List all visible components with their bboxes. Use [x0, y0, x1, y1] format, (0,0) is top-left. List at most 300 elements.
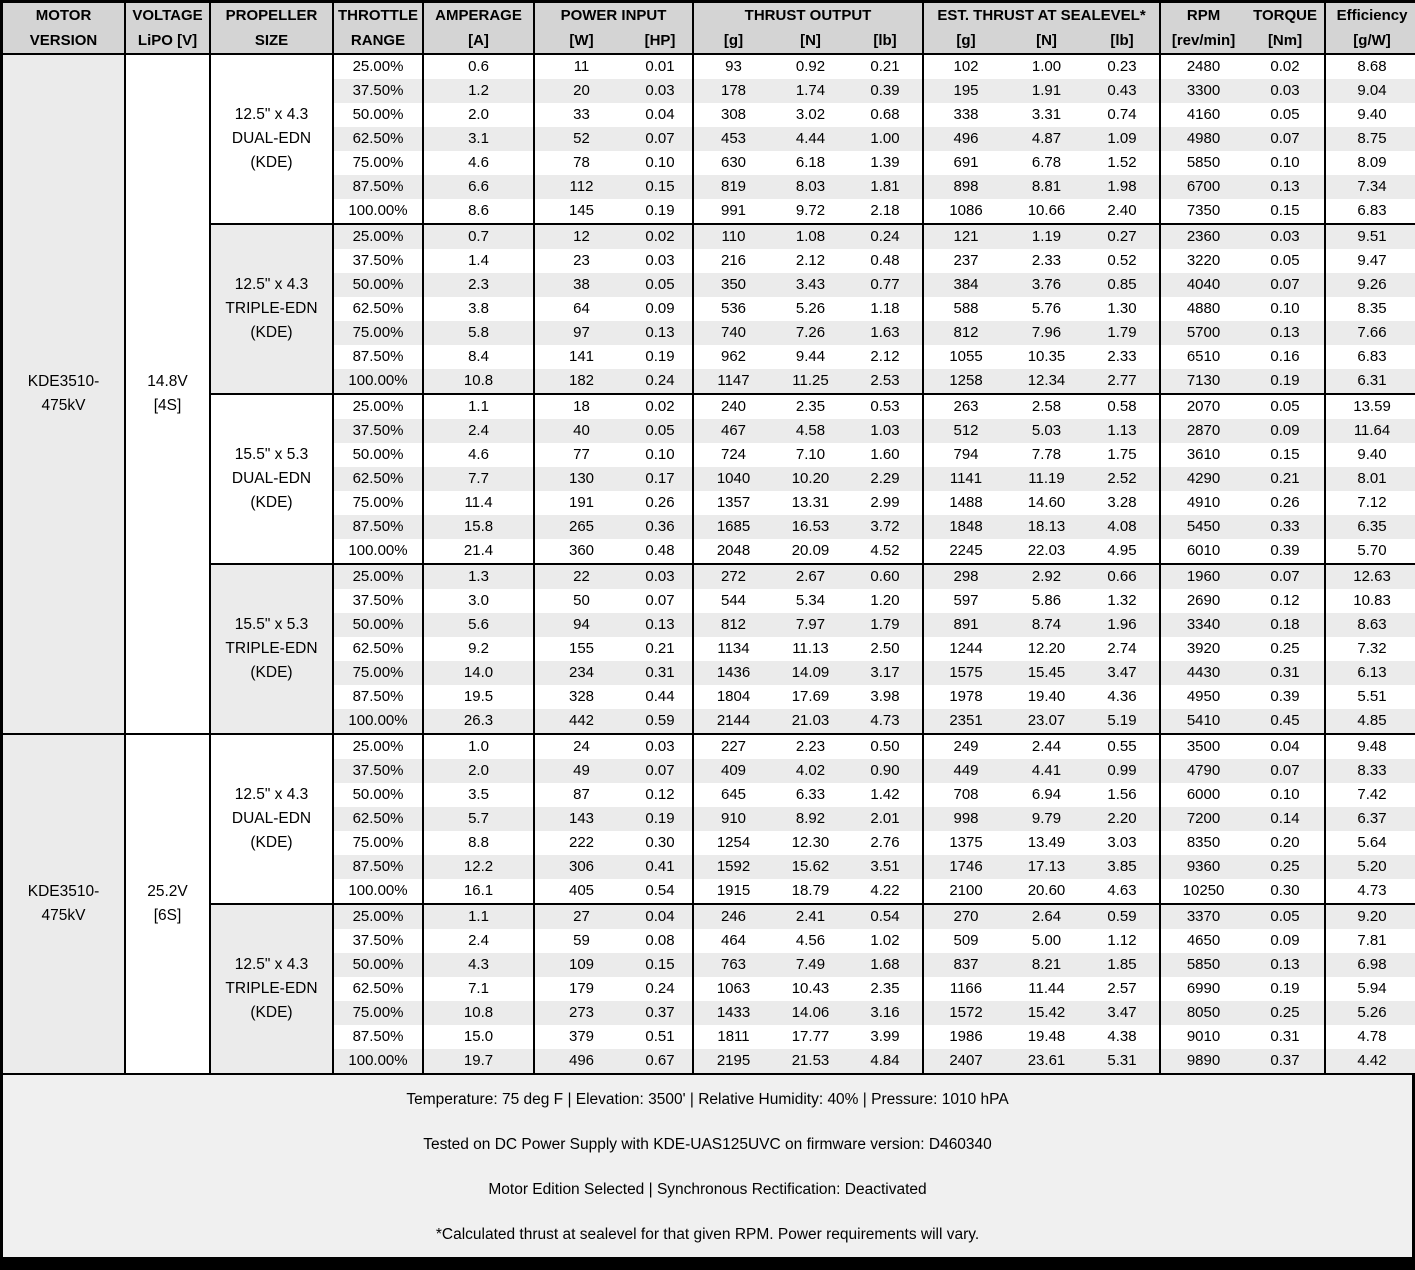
- propeller-cell: [210, 394, 333, 564]
- cell-sealevel-lb: 0.59: [1085, 904, 1160, 929]
- motor-version-cell: [3, 734, 125, 1073]
- header-propeller-line2: SIZE: [254, 32, 289, 49]
- cell-power-hp: 0.19: [628, 807, 693, 831]
- cell-amperage: 3.1: [423, 127, 534, 151]
- cell-efficiency: 8.33: [1325, 759, 1415, 783]
- propeller-cell-line: TRIPLE-EDN: [225, 300, 318, 317]
- cell-efficiency: 4.78: [1325, 1025, 1415, 1049]
- cell-efficiency: 8.01: [1325, 467, 1415, 491]
- cell-power-w: 87: [534, 783, 628, 807]
- cell-thrust-g: 819: [693, 175, 773, 199]
- cell-amperage: 21.4: [423, 539, 534, 564]
- cell-rpm: 8050: [1160, 1001, 1246, 1025]
- cell-sealevel-lb: 1.32: [1085, 589, 1160, 613]
- cell-power-hp: 0.41: [628, 855, 693, 879]
- cell-power-hp: 0.17: [628, 467, 693, 491]
- table-row: [3, 224, 1415, 249]
- cell-thrust-n: 6.33: [773, 783, 848, 807]
- cell-torque: 0.10: [1246, 151, 1325, 175]
- cell-amperage: 3.5: [423, 783, 534, 807]
- cell-rpm: 5410: [1160, 709, 1246, 734]
- cell-thrust-n: 4.58: [773, 419, 848, 443]
- cell-rpm: 4160: [1160, 103, 1246, 127]
- cell-sealevel-n: 17.13: [1008, 855, 1085, 879]
- cell-efficiency: 4.85: [1325, 709, 1415, 734]
- cell-efficiency: 5.51: [1325, 685, 1415, 709]
- cell-efficiency: 4.73: [1325, 879, 1415, 904]
- cell-thrust-lb: 0.24: [848, 224, 923, 249]
- cell-torque: 0.15: [1246, 443, 1325, 467]
- cell-throttle: 87.50%: [333, 175, 423, 199]
- cell-efficiency: 5.70: [1325, 539, 1415, 564]
- cell-throttle: 75.00%: [333, 151, 423, 175]
- cell-amperage: 5.7: [423, 807, 534, 831]
- cell-thrust-n: 1.74: [773, 79, 848, 103]
- cell-sealevel-lb: 4.63: [1085, 879, 1160, 904]
- cell-throttle: 50.00%: [333, 613, 423, 637]
- cell-amperage: 11.4: [423, 491, 534, 515]
- performance-table: [3, 3, 1415, 1073]
- cell-power-w: 23: [534, 249, 628, 273]
- cell-efficiency: 5.26: [1325, 1001, 1415, 1025]
- cell-efficiency: 8.35: [1325, 297, 1415, 321]
- cell-rpm: 4950: [1160, 685, 1246, 709]
- cell-power-hp: 0.04: [628, 103, 693, 127]
- propeller-cell-line: 15.5" x 5.3: [234, 446, 309, 463]
- cell-throttle: 25.00%: [333, 564, 423, 589]
- cell-sealevel-g: 1375: [923, 831, 1008, 855]
- header-throttle-line2: RANGE: [350, 32, 406, 49]
- cell-amperage: 9.2: [423, 637, 534, 661]
- cell-thrust-lb: 1.68: [848, 953, 923, 977]
- cell-power-hp: 0.51: [628, 1025, 693, 1049]
- cell-throttle: 87.50%: [333, 855, 423, 879]
- cell-thrust-n: 21.53: [773, 1049, 848, 1073]
- cell-sealevel-g: 691: [923, 151, 1008, 175]
- cell-sealevel-n: 15.45: [1008, 661, 1085, 685]
- cell-efficiency: 5.94: [1325, 977, 1415, 1001]
- cell-thrust-n: 8.92: [773, 807, 848, 831]
- propeller-cell-line: 12.5" x 4.3: [234, 106, 309, 123]
- table-header: [3, 3, 1415, 54]
- cell-rpm: 2690: [1160, 589, 1246, 613]
- cell-power-hp: 0.03: [628, 79, 693, 103]
- cell-amperage: 4.6: [423, 151, 534, 175]
- cell-power-w: 191: [534, 491, 628, 515]
- table-row: [3, 394, 1415, 419]
- cell-power-w: 155: [534, 637, 628, 661]
- cell-power-w: 94: [534, 613, 628, 637]
- cell-thrust-g: 724: [693, 443, 773, 467]
- cell-sealevel-lb: 1.75: [1085, 443, 1160, 467]
- cell-thrust-g: 178: [693, 79, 773, 103]
- cell-power-w: 22: [534, 564, 628, 589]
- cell-sealevel-g: 298: [923, 564, 1008, 589]
- cell-efficiency: 9.40: [1325, 443, 1415, 467]
- cell-sealevel-n: 6.94: [1008, 783, 1085, 807]
- cell-power-w: 145: [534, 199, 628, 224]
- cell-efficiency: 9.40: [1325, 103, 1415, 127]
- cell-power-w: 112: [534, 175, 628, 199]
- cell-power-hp: 0.37: [628, 1001, 693, 1025]
- cell-sealevel-g: 249: [923, 734, 1008, 759]
- cell-sealevel-n: 11.44: [1008, 977, 1085, 1001]
- cell-rpm: 6990: [1160, 977, 1246, 1001]
- cell-thrust-n: 14.06: [773, 1001, 848, 1025]
- header-unit-watts: [W]: [534, 28, 628, 54]
- header-voltage-line1: VOLTAGE: [132, 7, 203, 24]
- cell-efficiency: 6.13: [1325, 661, 1415, 685]
- cell-amperage: 2.3: [423, 273, 534, 297]
- cell-sealevel-lb: 1.98: [1085, 175, 1160, 199]
- cell-sealevel-g: 708: [923, 783, 1008, 807]
- cell-power-w: 273: [534, 1001, 628, 1025]
- cell-throttle: 50.00%: [333, 783, 423, 807]
- propeller-cell-line: (KDE): [250, 1004, 293, 1021]
- cell-power-hp: 0.04: [628, 904, 693, 929]
- motor-version-cell-line: KDE3510-: [27, 883, 100, 900]
- cell-thrust-n: 2.12: [773, 249, 848, 273]
- cell-efficiency: 10.83: [1325, 589, 1415, 613]
- cell-rpm: 3920: [1160, 637, 1246, 661]
- cell-torque: 0.03: [1246, 224, 1325, 249]
- header-torque: [1246, 3, 1325, 54]
- cell-efficiency: 9.51: [1325, 224, 1415, 249]
- cell-efficiency: 4.42: [1325, 1049, 1415, 1073]
- cell-torque: 0.07: [1246, 564, 1325, 589]
- footer-motor-edition: Motor Edition Selected | Synchronous Rectification: Deactivated: [488, 1181, 927, 1198]
- cell-amperage: 2.0: [423, 103, 534, 127]
- cell-throttle: 75.00%: [333, 831, 423, 855]
- cell-thrust-lb: 1.39: [848, 151, 923, 175]
- header-voltage-line2: LiPO [V]: [137, 32, 198, 49]
- cell-sealevel-g: 195: [923, 79, 1008, 103]
- cell-torque: 0.19: [1246, 369, 1325, 394]
- cell-throttle: 100.00%: [333, 369, 423, 394]
- cell-sealevel-g: 837: [923, 953, 1008, 977]
- cell-thrust-n: 1.08: [773, 224, 848, 249]
- cell-power-hp: 0.30: [628, 831, 693, 855]
- cell-torque: 0.25: [1246, 1001, 1325, 1025]
- cell-power-hp: 0.13: [628, 613, 693, 637]
- cell-thrust-n: 13.31: [773, 491, 848, 515]
- cell-torque: 0.13: [1246, 321, 1325, 345]
- cell-sealevel-lb: 1.56: [1085, 783, 1160, 807]
- cell-power-hp: 0.05: [628, 273, 693, 297]
- cell-throttle: 62.50%: [333, 297, 423, 321]
- header-row-1: [3, 3, 1415, 28]
- cell-thrust-n: 18.79: [773, 879, 848, 904]
- cell-sealevel-n: 1.00: [1008, 54, 1085, 79]
- cell-sealevel-n: 18.13: [1008, 515, 1085, 539]
- cell-sealevel-g: 588: [923, 297, 1008, 321]
- cell-thrust-lb: 4.73: [848, 709, 923, 734]
- cell-thrust-lb: 1.63: [848, 321, 923, 345]
- cell-thrust-lb: 4.22: [848, 879, 923, 904]
- cell-torque: 0.39: [1246, 685, 1325, 709]
- cell-rpm: 3500: [1160, 734, 1246, 759]
- cell-thrust-n: 3.02: [773, 103, 848, 127]
- cell-rpm: 2070: [1160, 394, 1246, 419]
- cell-amperage: 5.6: [423, 613, 534, 637]
- voltage-cell-line: 14.8V: [147, 373, 188, 390]
- cell-sealevel-g: 998: [923, 807, 1008, 831]
- cell-thrust-g: 1685: [693, 515, 773, 539]
- cell-sealevel-n: 3.76: [1008, 273, 1085, 297]
- cell-amperage: 15.8: [423, 515, 534, 539]
- cell-throttle: 100.00%: [333, 539, 423, 564]
- cell-amperage: 4.3: [423, 953, 534, 977]
- cell-amperage: 7.7: [423, 467, 534, 491]
- cell-thrust-g: 1063: [693, 977, 773, 1001]
- cell-sealevel-n: 14.60: [1008, 491, 1085, 515]
- cell-throttle: 87.50%: [333, 685, 423, 709]
- header-torque-line2: [Nm]: [1267, 32, 1303, 49]
- cell-efficiency: 7.42: [1325, 783, 1415, 807]
- cell-sealevel-g: 1848: [923, 515, 1008, 539]
- cell-efficiency: 6.83: [1325, 199, 1415, 224]
- cell-efficiency: 7.66: [1325, 321, 1415, 345]
- cell-efficiency: 8.68: [1325, 54, 1415, 79]
- voltage-cell: [125, 54, 210, 734]
- cell-torque: 0.07: [1246, 127, 1325, 151]
- cell-sealevel-g: 1086: [923, 199, 1008, 224]
- cell-sealevel-lb: 1.96: [1085, 613, 1160, 637]
- propeller-cell-line: DUAL-EDN: [231, 470, 312, 487]
- cell-power-hp: 0.02: [628, 224, 693, 249]
- cell-power-w: 33: [534, 103, 628, 127]
- cell-amperage: 8.4: [423, 345, 534, 369]
- cell-sealevel-g: 496: [923, 127, 1008, 151]
- cell-thrust-lb: 2.35: [848, 977, 923, 1001]
- cell-sealevel-lb: 0.85: [1085, 273, 1160, 297]
- cell-throttle: 50.00%: [333, 103, 423, 127]
- header-efficiency-line2: [g/W]: [1353, 32, 1391, 49]
- cell-sealevel-g: 1141: [923, 467, 1008, 491]
- cell-power-w: 130: [534, 467, 628, 491]
- voltage-cell-line: [4S]: [153, 397, 182, 414]
- cell-power-w: 40: [534, 419, 628, 443]
- cell-torque: 0.13: [1246, 175, 1325, 199]
- cell-thrust-lb: 1.18: [848, 297, 923, 321]
- footer-sealevel-note: *Calculated thrust at sealevel for that given RPM. Power requirements will vary.: [435, 1226, 980, 1243]
- cell-sealevel-n: 2.33: [1008, 249, 1085, 273]
- cell-torque: 0.19: [1246, 977, 1325, 1001]
- cell-thrust-lb: 1.20: [848, 589, 923, 613]
- cell-amperage: 7.1: [423, 977, 534, 1001]
- cell-amperage: 1.0: [423, 734, 534, 759]
- cell-rpm: 2360: [1160, 224, 1246, 249]
- cell-throttle: 100.00%: [333, 879, 423, 904]
- cell-power-w: 179: [534, 977, 628, 1001]
- table-row: [3, 564, 1415, 589]
- cell-thrust-n: 16.53: [773, 515, 848, 539]
- header-efficiency: [1325, 3, 1415, 54]
- cell-torque: 0.02: [1246, 54, 1325, 79]
- cell-thrust-g: 227: [693, 734, 773, 759]
- cell-amperage: 1.2: [423, 79, 534, 103]
- cell-throttle: 62.50%: [333, 807, 423, 831]
- cell-sealevel-lb: 0.74: [1085, 103, 1160, 127]
- cell-throttle: 50.00%: [333, 273, 423, 297]
- cell-throttle: 37.50%: [333, 419, 423, 443]
- cell-sealevel-lb: 1.52: [1085, 151, 1160, 175]
- cell-throttle: 100.00%: [333, 709, 423, 734]
- cell-thrust-g: 544: [693, 589, 773, 613]
- cell-power-w: 59: [534, 929, 628, 953]
- cell-torque: 0.37: [1246, 1049, 1325, 1073]
- cell-efficiency: 8.09: [1325, 151, 1415, 175]
- cell-thrust-g: 536: [693, 297, 773, 321]
- cell-sealevel-n: 7.96: [1008, 321, 1085, 345]
- cell-power-w: 24: [534, 734, 628, 759]
- cell-amperage: 8.8: [423, 831, 534, 855]
- cell-thrust-n: 2.41: [773, 904, 848, 929]
- cell-power-hp: 0.15: [628, 953, 693, 977]
- header-rpm-line1: RPM: [1186, 7, 1221, 24]
- cell-thrust-lb: 1.00: [848, 127, 923, 151]
- cell-efficiency: 6.31: [1325, 369, 1415, 394]
- cell-amperage: 6.6: [423, 175, 534, 199]
- cell-efficiency: 13.59: [1325, 394, 1415, 419]
- cell-thrust-lb: 2.18: [848, 199, 923, 224]
- header-efficiency-line1: Efficiency: [1336, 7, 1408, 24]
- cell-rpm: 3370: [1160, 904, 1246, 929]
- cell-throttle: 25.00%: [333, 224, 423, 249]
- cell-thrust-g: 1804: [693, 685, 773, 709]
- propeller-cell: [210, 564, 333, 734]
- cell-sealevel-lb: 2.77: [1085, 369, 1160, 394]
- header-unit-sealevel-n: [N]: [1008, 28, 1085, 54]
- cell-sealevel-g: 1166: [923, 977, 1008, 1001]
- header-unit-thrust-g: [g]: [693, 28, 773, 54]
- cell-sealevel-lb: 4.38: [1085, 1025, 1160, 1049]
- propeller-cell-line: 12.5" x 4.3: [234, 956, 309, 973]
- voltage-cell-line: [6S]: [153, 907, 182, 924]
- propeller-cell-line: (KDE): [250, 154, 293, 171]
- cell-thrust-g: 1592: [693, 855, 773, 879]
- header-unit-sealevel-lb: [lb]: [1085, 28, 1160, 54]
- cell-amperage: 1.4: [423, 249, 534, 273]
- cell-sealevel-lb: 3.85: [1085, 855, 1160, 879]
- cell-sealevel-lb: 2.40: [1085, 199, 1160, 224]
- cell-torque: 0.25: [1246, 855, 1325, 879]
- cell-sealevel-lb: 1.30: [1085, 297, 1160, 321]
- propeller-cell-line: 12.5" x 4.3: [234, 786, 309, 803]
- cell-amperage: 1.3: [423, 564, 534, 589]
- cell-power-hp: 0.03: [628, 249, 693, 273]
- cell-sealevel-lb: 0.58: [1085, 394, 1160, 419]
- cell-throttle: 87.50%: [333, 345, 423, 369]
- cell-thrust-g: 2195: [693, 1049, 773, 1073]
- header-unit-sealevel-g: [g]: [923, 28, 1008, 54]
- cell-thrust-g: 272: [693, 564, 773, 589]
- cell-rpm: 1960: [1160, 564, 1246, 589]
- cell-thrust-g: 1357: [693, 491, 773, 515]
- header-throttle-line1: THROTTLE: [338, 7, 418, 24]
- cell-power-w: 234: [534, 661, 628, 685]
- header-unit-hp: [HP]: [628, 28, 693, 54]
- cell-thrust-lb: 0.77: [848, 273, 923, 297]
- cell-efficiency: 9.04: [1325, 79, 1415, 103]
- cell-amperage: 2.4: [423, 419, 534, 443]
- cell-throttle: 87.50%: [333, 515, 423, 539]
- cell-thrust-n: 4.44: [773, 127, 848, 151]
- cell-sealevel-n: 8.74: [1008, 613, 1085, 637]
- cell-power-hp: 0.08: [628, 929, 693, 953]
- cell-efficiency: 7.12: [1325, 491, 1415, 515]
- cell-thrust-g: 962: [693, 345, 773, 369]
- cell-power-w: 442: [534, 709, 628, 734]
- cell-thrust-lb: 0.50: [848, 734, 923, 759]
- table-row: [3, 904, 1415, 929]
- cell-sealevel-lb: 1.09: [1085, 127, 1160, 151]
- cell-efficiency: 9.26: [1325, 273, 1415, 297]
- cell-amperage: 1.1: [423, 394, 534, 419]
- cell-power-w: 182: [534, 369, 628, 394]
- cell-rpm: 4290: [1160, 467, 1246, 491]
- cell-sealevel-g: 270: [923, 904, 1008, 929]
- cell-thrust-g: 1433: [693, 1001, 773, 1025]
- cell-thrust-g: 240: [693, 394, 773, 419]
- cell-thrust-n: 0.92: [773, 54, 848, 79]
- motor-version-cell-line: 475kV: [41, 907, 86, 924]
- cell-thrust-lb: 0.90: [848, 759, 923, 783]
- cell-power-w: 78: [534, 151, 628, 175]
- cell-throttle: 25.00%: [333, 394, 423, 419]
- cell-sealevel-lb: 4.36: [1085, 685, 1160, 709]
- cell-efficiency: 9.48: [1325, 734, 1415, 759]
- cell-efficiency: 8.63: [1325, 613, 1415, 637]
- cell-power-w: 77: [534, 443, 628, 467]
- voltage-cell: [125, 734, 210, 1073]
- propeller-cell-line: 12.5" x 4.3: [234, 276, 309, 293]
- cell-torque: 0.16: [1246, 345, 1325, 369]
- cell-sealevel-n: 22.03: [1008, 539, 1085, 564]
- cell-thrust-lb: 1.03: [848, 419, 923, 443]
- cell-sealevel-g: 2100: [923, 879, 1008, 904]
- cell-rpm: 10250: [1160, 879, 1246, 904]
- cell-thrust-g: 763: [693, 953, 773, 977]
- cell-rpm: 9010: [1160, 1025, 1246, 1049]
- cell-throttle: 37.50%: [333, 249, 423, 273]
- cell-power-w: 143: [534, 807, 628, 831]
- cell-rpm: 4650: [1160, 929, 1246, 953]
- cell-thrust-g: 910: [693, 807, 773, 831]
- propeller-cell-line: (KDE): [250, 324, 293, 341]
- cell-rpm: 7130: [1160, 369, 1246, 394]
- motor-version-cell-line: KDE3510-: [27, 373, 100, 390]
- table-row: [3, 54, 1415, 79]
- cell-power-w: 64: [534, 297, 628, 321]
- cell-power-hp: 0.24: [628, 977, 693, 1001]
- cell-sealevel-g: 1575: [923, 661, 1008, 685]
- cell-sealevel-g: 263: [923, 394, 1008, 419]
- propeller-cell: [210, 734, 333, 904]
- cell-sealevel-lb: 1.85: [1085, 953, 1160, 977]
- cell-thrust-g: 1147: [693, 369, 773, 394]
- cell-sealevel-lb: 0.23: [1085, 54, 1160, 79]
- cell-throttle: 100.00%: [333, 199, 423, 224]
- cell-sealevel-lb: 4.95: [1085, 539, 1160, 564]
- cell-throttle: 75.00%: [333, 1001, 423, 1025]
- cell-torque: 0.18: [1246, 613, 1325, 637]
- propeller-cell-line: TRIPLE-EDN: [225, 640, 318, 657]
- cell-power-w: 49: [534, 759, 628, 783]
- cell-sealevel-n: 2.58: [1008, 394, 1085, 419]
- cell-sealevel-n: 11.19: [1008, 467, 1085, 491]
- cell-thrust-n: 2.67: [773, 564, 848, 589]
